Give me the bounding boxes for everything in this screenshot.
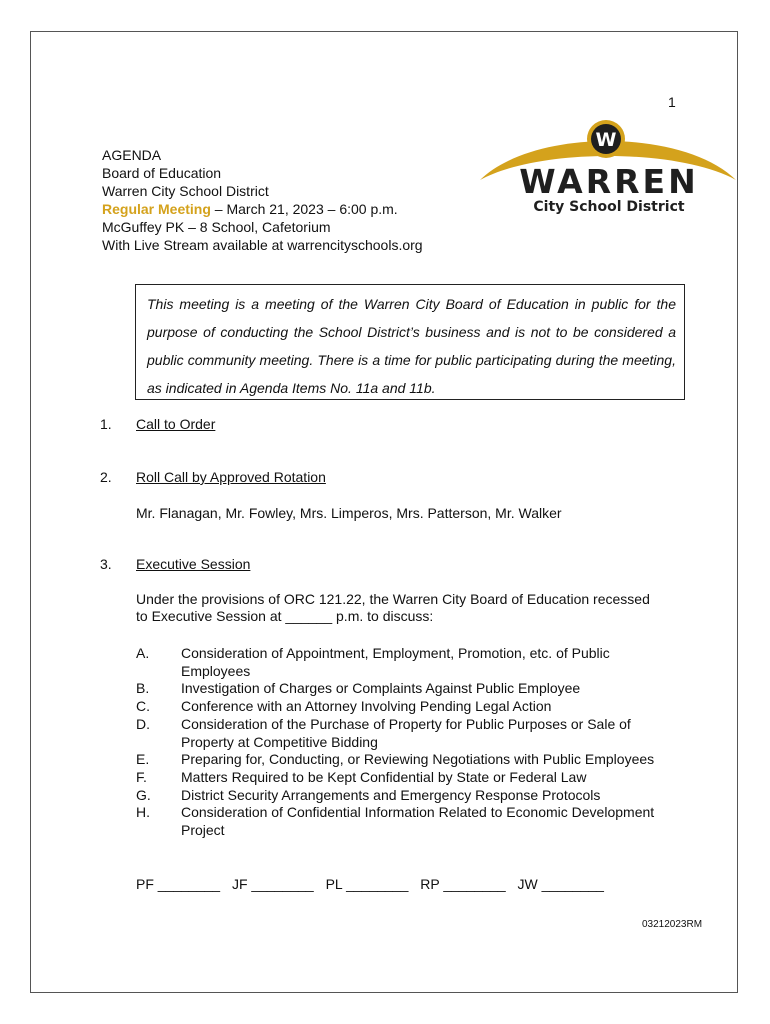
list-item xyxy=(136,804,716,839)
intro-line-1: Under the provisions of ORC 121.22, the Warren City Board of Education recessed xyxy=(136,591,650,607)
list-item-text: Investigation of Charges or Complaints Against Public Employee xyxy=(181,680,581,697)
agenda-title: AGENDA xyxy=(102,147,162,163)
executive-topics-list xyxy=(136,645,716,840)
list-item-text: Consideration of Confidential Information Related to Economic Development Project xyxy=(181,804,655,839)
list-item-letter: F. xyxy=(136,768,147,785)
list-item xyxy=(136,716,716,751)
meeting-line xyxy=(102,200,423,218)
document-code: 03212023RM xyxy=(642,919,703,930)
list-item xyxy=(136,751,716,769)
list-item-letter: G. xyxy=(136,786,151,803)
board-name: Board of Education xyxy=(102,165,222,181)
intro-line-2: to Executive Session at ______ p.m. to discuss: xyxy=(136,608,434,624)
district-name: Warren City School District xyxy=(102,183,269,199)
list-item-letter: D. xyxy=(136,715,150,732)
list-item-text: Consideration of the Purchase of Property for Public Purposes or Sale of Property at Competitive Bidding xyxy=(181,715,631,750)
list-item-letter: A. xyxy=(136,645,150,661)
list-item-text: Preparing for, Conducting, or Reviewing Negotiations with Public Employees xyxy=(181,751,655,768)
item-number: 1. xyxy=(100,416,112,432)
logo-subtitle: City School District xyxy=(533,199,685,215)
list-item xyxy=(136,769,716,787)
initials-jf: JF ________ xyxy=(231,876,314,892)
item-title: Roll Call by Approved Rotation xyxy=(136,469,326,485)
item-title: Call to Order xyxy=(136,416,216,432)
initials-jw: JW ________ xyxy=(517,876,604,892)
list-item xyxy=(136,680,716,698)
page-number: 1 xyxy=(668,94,676,110)
initials-rp: RP ________ xyxy=(420,876,506,892)
logo-wordmark: WARREN xyxy=(519,162,699,201)
list-item-text: Conference with an Attorney Involving Pending Legal Action xyxy=(181,698,552,715)
item-title: Executive Session xyxy=(136,556,251,572)
executive-session-intro xyxy=(136,591,716,625)
meeting-date-time: – March 21, 2023 – 6:00 p.m. xyxy=(210,201,398,217)
list-item-text: Matters Required to be Kept Confidential by State or Federal Law xyxy=(181,768,587,785)
item-number: 2. xyxy=(100,469,112,485)
initials-pl: PL ________ xyxy=(325,876,409,892)
initials-pf: PF ________ xyxy=(136,876,221,892)
list-item-letter: C. xyxy=(136,698,150,715)
meeting-location: McGuffey PK – 8 School, Cafetorium xyxy=(102,219,331,235)
agenda-header xyxy=(102,146,423,254)
list-item-letter: B. xyxy=(136,680,150,697)
roll-call-names: Mr. Flanagan, Mr. Fowley, Mrs. Limperos, Mrs. Patterson, Mr. Walker xyxy=(136,505,562,521)
warren-logo xyxy=(478,118,738,218)
list-item-letter: H. xyxy=(136,804,150,821)
item-number: 3. xyxy=(100,556,112,572)
list-item-letter: E. xyxy=(136,751,150,768)
meeting-type-label: Regular Meeting xyxy=(102,201,211,217)
list-item-text: District Security Arrangements and Emergency Response Protocols xyxy=(181,786,601,803)
live-stream-note: With Live Stream available at warrencityschools.org xyxy=(102,237,423,253)
list-item-text: Consideration of Appointment, Employment, Promotion, etc. of Public Employees xyxy=(181,645,610,679)
list-item xyxy=(136,698,716,716)
list-item xyxy=(136,645,716,680)
list-item xyxy=(136,787,716,805)
logo-emblem-letter: W xyxy=(595,129,617,151)
public-meeting-notice: This meeting is a meeting of the Warren City Board of Education in public for the purpose of conducting the School District’s business and is not to be considered a public community meeting. There is a time for public participating during the meeting, as indicated in Agenda Items No. 11a and 11b. xyxy=(135,284,685,400)
member-initials-row xyxy=(136,876,612,892)
